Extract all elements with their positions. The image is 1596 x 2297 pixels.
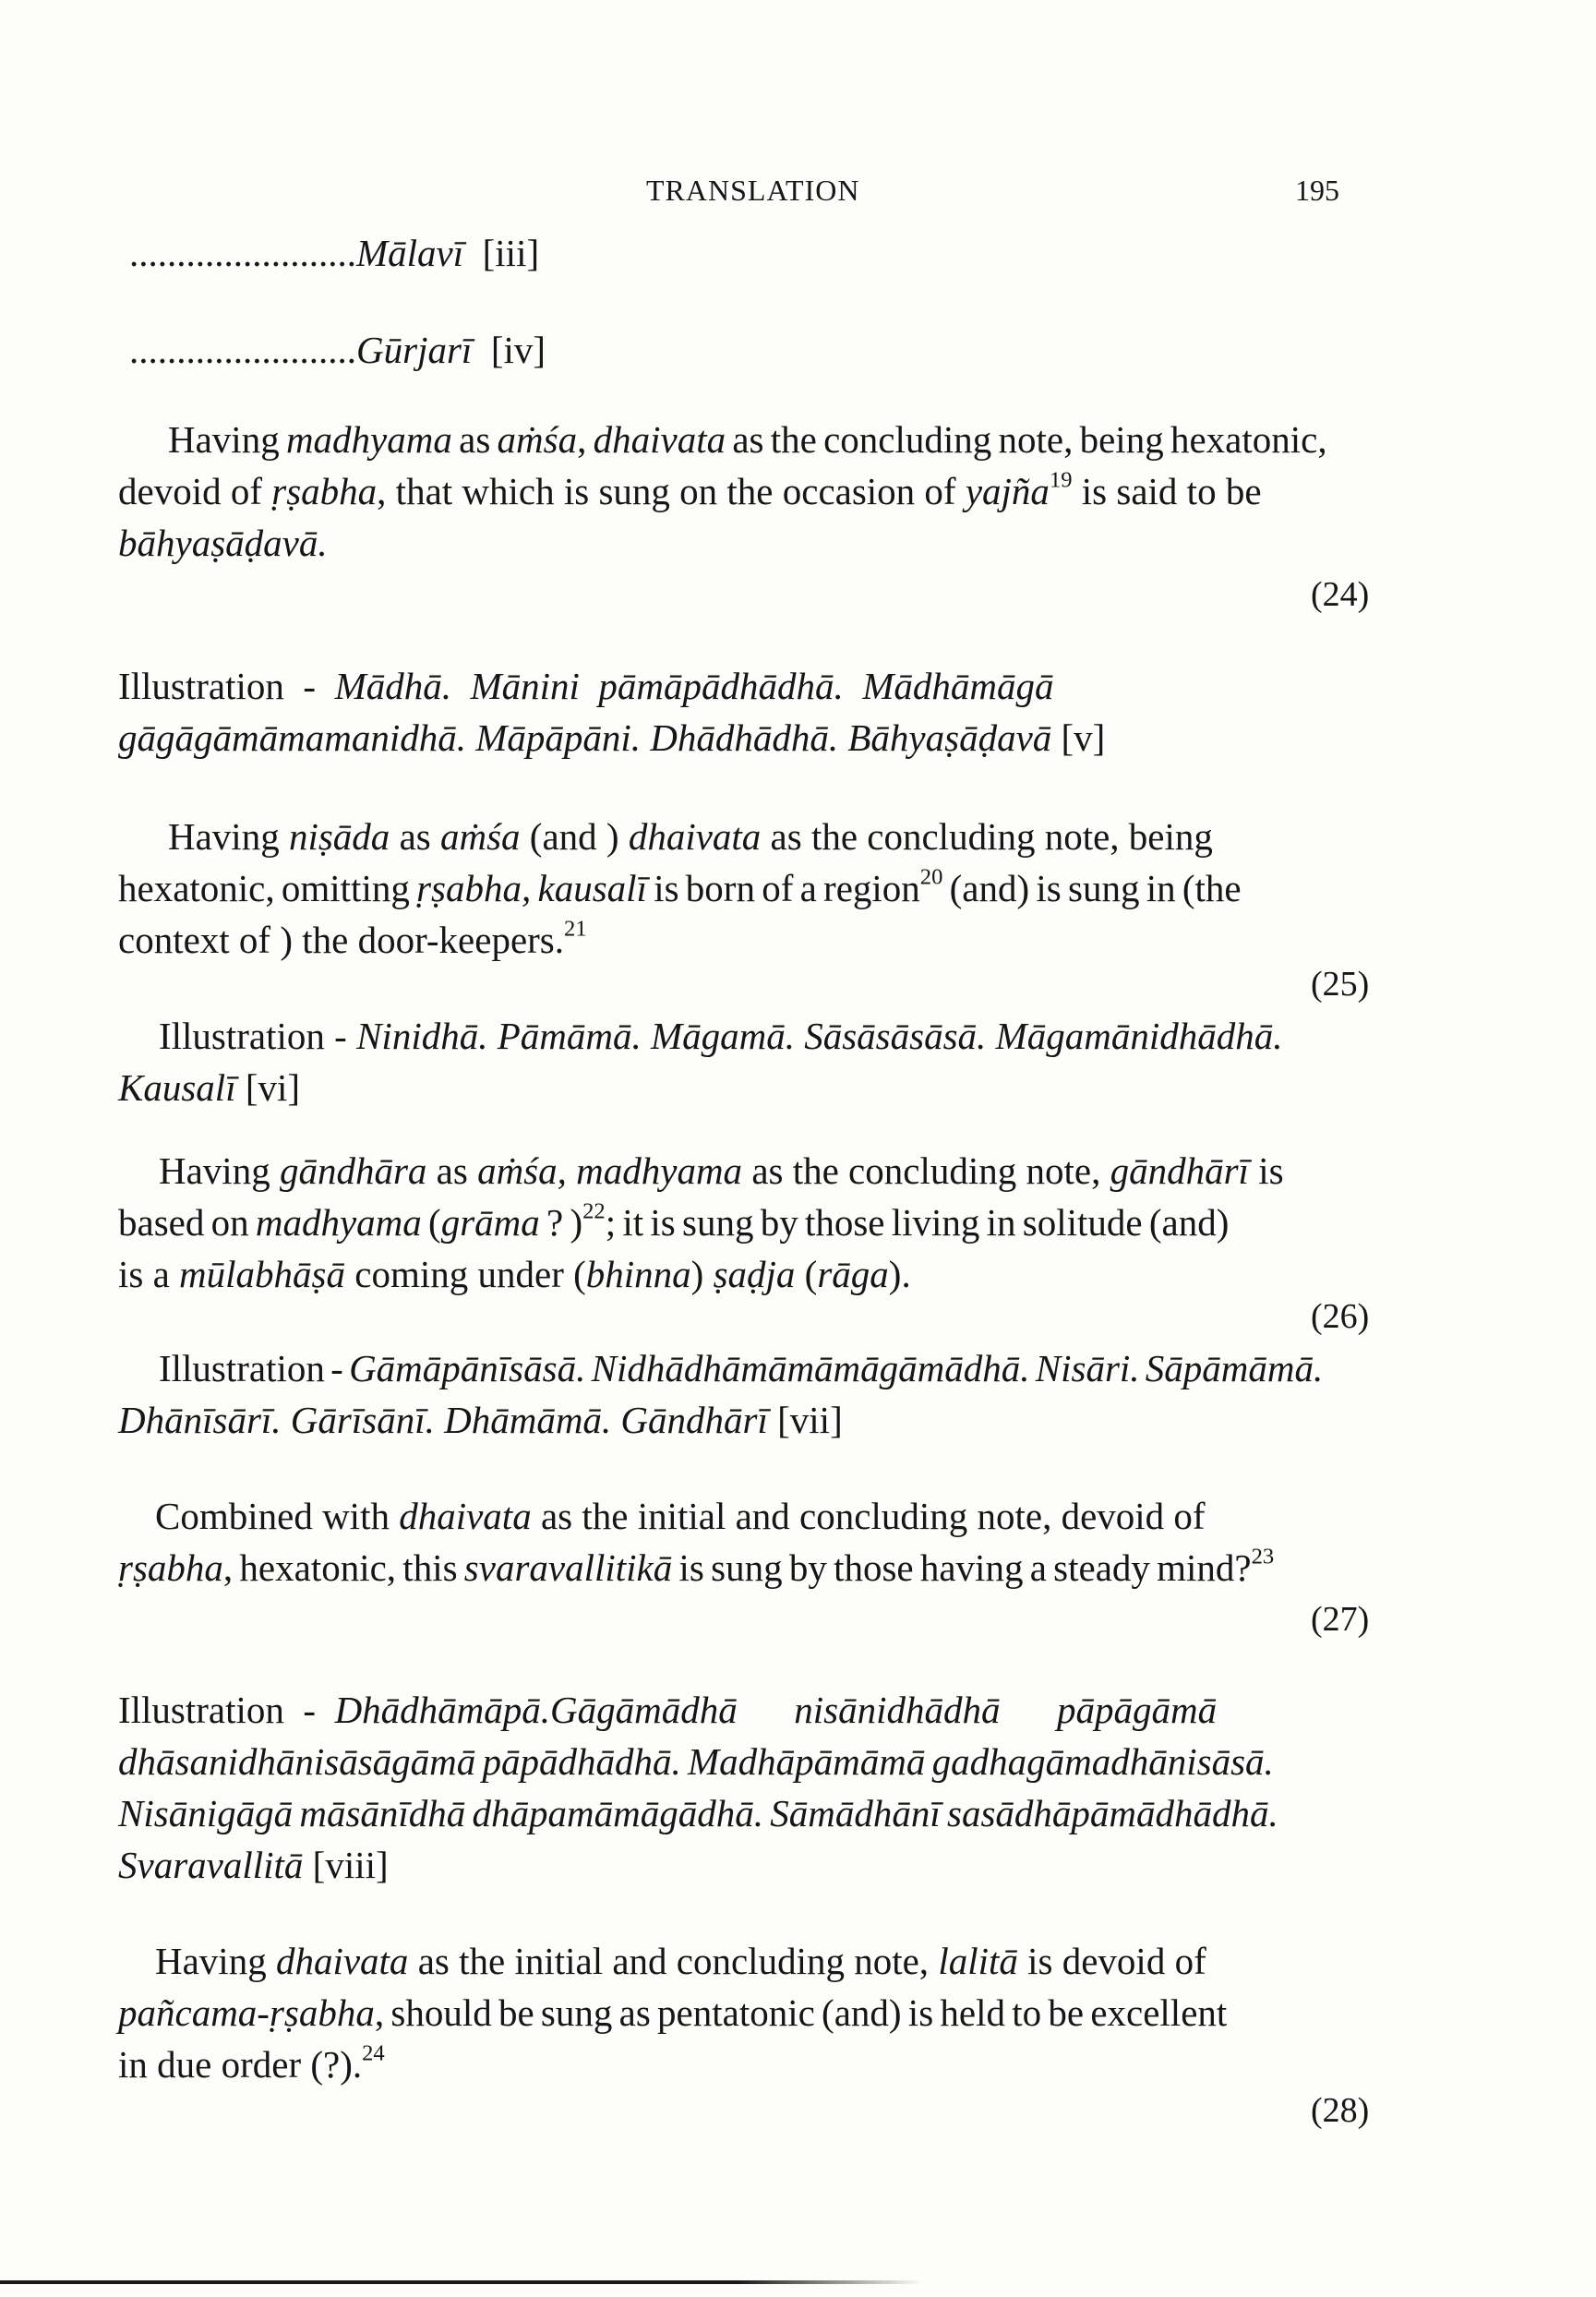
text-span: gāgāgāmāmamanidhā. Māpāpāni. Dhādhādhā. Bāhyaṣāḍavā	[118, 716, 1052, 759]
text-line	[118, 1490, 1410, 1542]
text-span: yajña	[965, 470, 1050, 512]
text-span: Illustration -	[159, 1347, 350, 1389]
verse-number-27: (27)	[1311, 1600, 1370, 1639]
text-span: Kausalī	[118, 1066, 236, 1109]
text-span: devoid of	[118, 470, 272, 512]
text-line	[118, 1542, 1410, 1593]
gurjari-line	[118, 324, 1410, 376]
illustration-26	[118, 1342, 1410, 1446]
text-span: is a	[118, 1253, 180, 1295]
verse-26	[118, 1145, 1410, 1300]
text-span: [vii]	[767, 1399, 843, 1441]
text-line	[118, 914, 1410, 966]
text-line	[118, 1787, 1410, 1839]
text-span: aṁśa, madhyama	[477, 1149, 743, 1192]
text-span: aṁśa	[497, 418, 578, 461]
text-span: dhaivata	[275, 1940, 409, 1982]
text-span: bhinna	[585, 1253, 691, 1295]
text-span: as the initial and concluding note,	[408, 1940, 939, 1982]
verse-number-28: (28)	[1311, 2091, 1370, 2130]
text-span: rāga	[817, 1253, 889, 1295]
text-line	[118, 1197, 1410, 1248]
text-span: aṁśa	[439, 815, 521, 858]
text-line	[118, 1248, 1410, 1300]
text-span: ).	[888, 1253, 911, 1295]
text-line	[118, 811, 1410, 862]
verse-27	[118, 1490, 1410, 1593]
text-span: Having	[168, 418, 286, 461]
text-span: madhyama	[285, 418, 452, 461]
text-line	[118, 1935, 1410, 1987]
text-span: , that which is sung on the occasion of	[377, 470, 966, 512]
illustration-27	[118, 1684, 1410, 1891]
text-span: pañcama-ṛṣabha	[118, 1991, 375, 2034]
text-line	[118, 1062, 1410, 1113]
text-line	[118, 660, 1410, 712]
text-span: based on	[118, 1201, 256, 1244]
text-span: as	[451, 418, 498, 461]
text-span: Gāmāpānīsāsā. Nidhādhāmāmāmāgāmādhā. Nisāri. Sāpāmāmā.	[349, 1347, 1324, 1389]
text-span: Illustration -	[118, 665, 335, 707]
text-line	[118, 1736, 1410, 1787]
text-span: ........................	[129, 329, 356, 371]
text-line	[118, 712, 1410, 764]
text-span: Mādhā. Mānini pāmāpādhādhā. Mādhāmāgā	[334, 665, 1054, 707]
text-span: as the concluding note, being hexatonic,	[726, 418, 1327, 461]
text-span: [v]	[1051, 716, 1106, 759]
text-span: Illustration -	[118, 1689, 335, 1731]
footnote-ref: 21	[564, 916, 587, 942]
verse-number-25: (25)	[1311, 965, 1370, 1004]
text-span: niṣāda	[288, 815, 390, 858]
text-span: (and )	[520, 815, 629, 858]
footnote-ref: 19	[1049, 467, 1073, 493]
text-span: (and) is sung in (the	[942, 867, 1242, 909]
verse-25	[118, 811, 1410, 966]
text-line	[118, 1839, 1410, 1891]
malavi-line	[118, 227, 1410, 279]
text-span: grāma	[440, 1201, 540, 1244]
raga-name: Mālavī	[356, 232, 464, 274]
text-span: mūlabhāṣā	[179, 1253, 346, 1295]
text-span: Dhānīsārī. Gārīsānī. Dhāmāmā. Gāndhārī	[118, 1399, 768, 1441]
text-line	[118, 1684, 1410, 1736]
text-span: dhaivata	[593, 418, 726, 461]
verse-number-24: (24)	[1311, 575, 1370, 614]
text-span: gāndhārī	[1110, 1149, 1249, 1192]
text-span: svaravallitikā	[463, 1546, 673, 1589]
text-span: ṛṣabha	[118, 1546, 223, 1589]
text-span: ,	[577, 418, 594, 461]
verse-number-26: (26)	[1311, 1297, 1370, 1336]
footnote-ref: 24	[362, 2040, 385, 2066]
text-span: Illustration -	[159, 1015, 357, 1057]
text-line	[118, 324, 1410, 376]
verse-24	[118, 414, 1410, 569]
text-span: Having	[155, 1940, 276, 1982]
text-span: Dhādhāmāpā.Gāgāmādhā nisānidhādhā pāpāgāmā	[334, 1689, 1218, 1731]
footnote-ref: 20	[919, 864, 943, 890]
text-span: as the concluding note,	[742, 1149, 1110, 1192]
text-line	[118, 1010, 1410, 1062]
text-span: as the initial and concluding note, devoid of	[531, 1495, 1206, 1537]
verse-ref: [iii]	[482, 232, 540, 274]
text-span: is born of a region	[646, 867, 920, 909]
illustration-25	[118, 1010, 1410, 1113]
text-span: dhaivata	[399, 1495, 532, 1537]
text-span: in due order (?).	[118, 2043, 363, 2086]
text-span: (	[421, 1201, 441, 1244]
text-span: )	[690, 1253, 714, 1295]
text-span: Svaravallitā	[118, 1844, 304, 1886]
text-span: lalitā	[938, 1940, 1018, 1982]
text-line	[118, 1987, 1410, 2038]
text-span: ? )	[539, 1201, 583, 1244]
text-span: dhāsanidhānisāsāgāmā pāpādhādhā. Madhāpāmāmā gadhagāmadhānisāsā.	[118, 1740, 1274, 1783]
text-span: , hexatonic, this	[222, 1546, 464, 1589]
text-span: as the concluding note, being	[761, 815, 1213, 858]
raga-name: Gūrjarī	[356, 329, 473, 371]
page-bottom-rule	[0, 2280, 923, 2284]
text-span: ṛṣabha	[271, 470, 378, 512]
footnote-ref: 23	[1251, 1544, 1275, 1569]
text-span: [viii]	[303, 1844, 389, 1886]
running-title: TRANSLATION	[646, 174, 860, 207]
text-span: gāndhāra	[279, 1149, 427, 1192]
text-span: is devoid of	[1017, 1940, 1206, 1982]
text-span: Having	[168, 815, 289, 858]
page-number: 195	[1295, 174, 1339, 207]
text-span: Combined with	[155, 1495, 400, 1537]
text-span: is	[1248, 1149, 1284, 1192]
text-span: [vi]	[235, 1066, 301, 1109]
page-header	[0, 174, 1596, 220]
text-span: bāhyaṣāḍavā.	[118, 522, 328, 564]
text-span: hexatonic, omitting	[118, 867, 417, 909]
text-span: is said to be	[1072, 470, 1262, 512]
illustration-24	[118, 660, 1410, 764]
text-span: ṛṣabha, kausalī	[416, 867, 647, 909]
text-span: Nisānigāgā māsānīdhā dhāpamāmāgādhā. Sāmādhānī sasādhāpāmādhādhā.	[118, 1792, 1278, 1834]
text-span: (	[795, 1253, 818, 1295]
text-line	[118, 2038, 1410, 2090]
text-span: madhyama	[255, 1201, 422, 1244]
text-span: Having	[159, 1149, 280, 1192]
text-line	[118, 1145, 1410, 1197]
footnote-ref: 22	[582, 1198, 606, 1224]
text-span: ṣaḍja	[713, 1253, 796, 1295]
text-span: ........................	[129, 232, 356, 274]
text-span: ; it is sung by those living in solitude (and)	[605, 1201, 1230, 1244]
text-span: is sung by those having a steady mind?	[672, 1546, 1252, 1589]
text-span: as	[390, 815, 440, 858]
text-span: , should be sung as pentatonic (and) is held to be excellent	[374, 1991, 1228, 2034]
text-span: dhaivata	[628, 815, 762, 858]
text-line	[118, 227, 1410, 279]
text-line	[118, 465, 1410, 517]
text-span: context of ) the door-keepers.	[118, 919, 565, 961]
text-line	[118, 1394, 1410, 1446]
text-line	[118, 517, 1410, 569]
text-line	[118, 862, 1410, 914]
text-span: Ninidhā. Pāmāmā. Māgamā. Sāsāsāsāsā. Māgamānidhādhā.	[356, 1015, 1283, 1057]
verse-28	[118, 1935, 1410, 2090]
text-line	[118, 414, 1410, 465]
text-span: as	[426, 1149, 478, 1192]
text-line	[118, 1342, 1410, 1394]
verse-ref: [iv]	[490, 329, 546, 371]
text-span: coming under (	[345, 1253, 586, 1295]
